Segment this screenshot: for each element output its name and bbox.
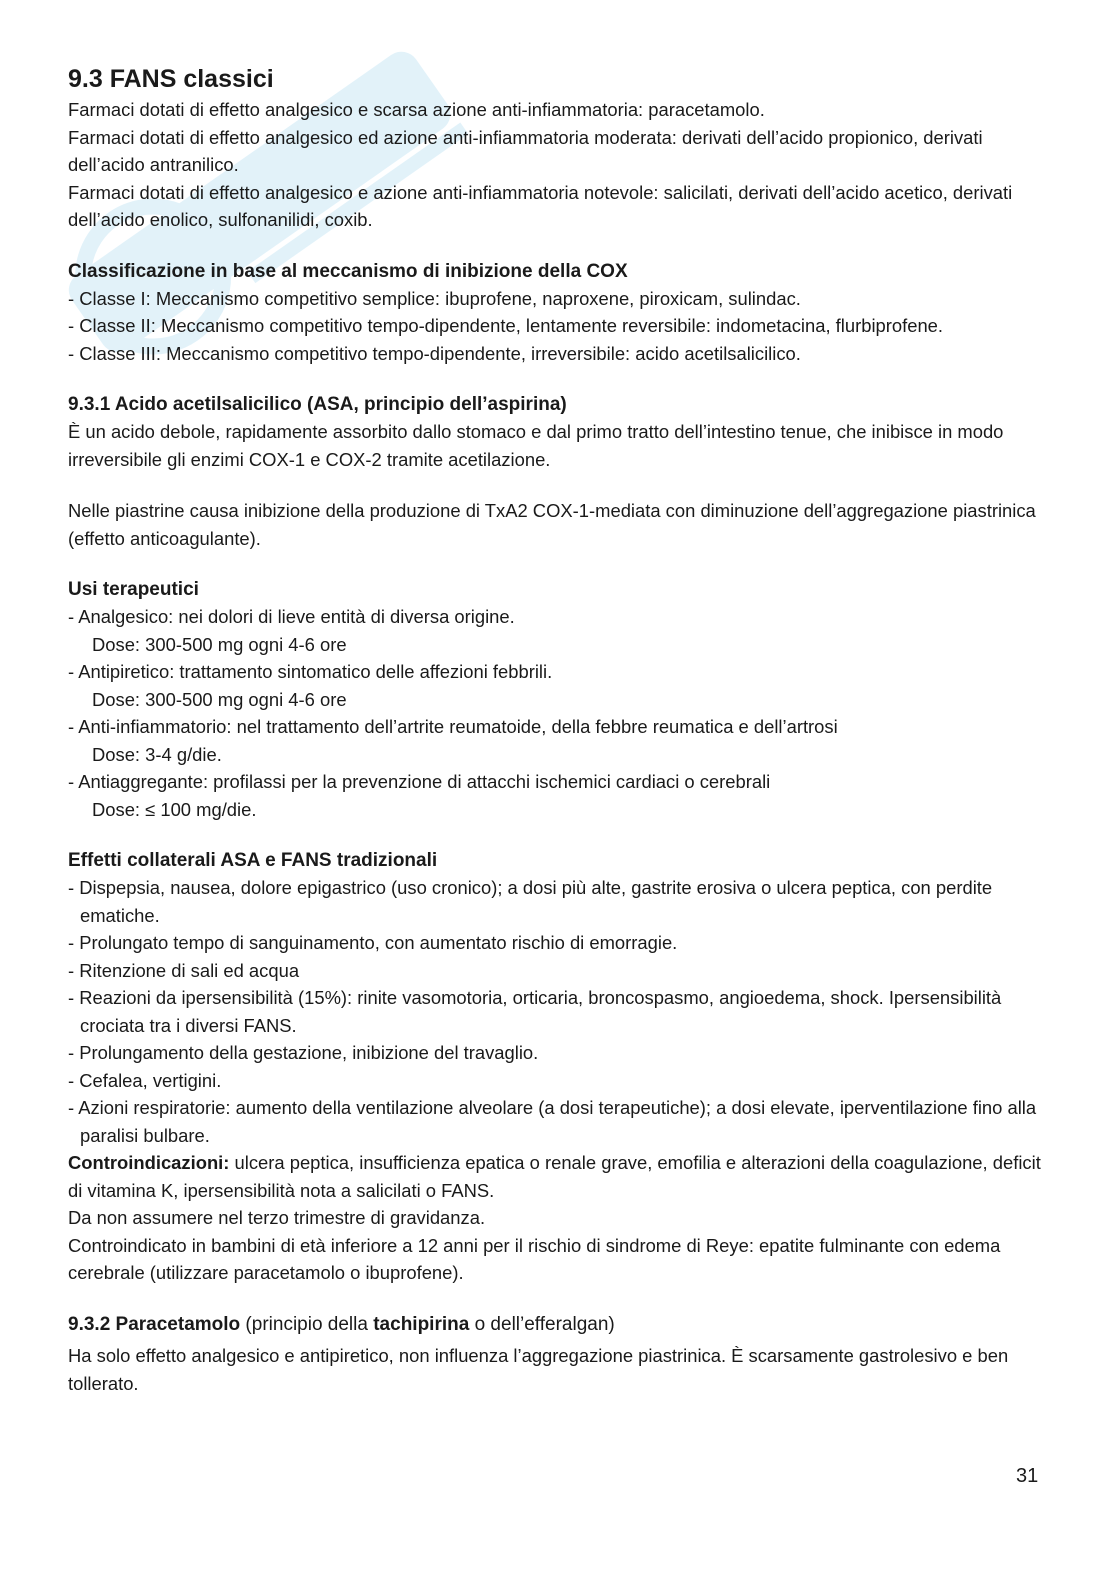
- controindicazioni-label: Controindicazioni:: [68, 1152, 230, 1173]
- paracetamolo-title: 9.3.2 Paracetamolo: [68, 1313, 241, 1335]
- dose-text: Dose: ≤ 100 mg/die.: [92, 798, 257, 820]
- dose-text: Dose: 3-4 g/die.: [92, 743, 222, 765]
- page-number: 31: [1016, 1465, 1039, 1487]
- list-item: - Ritenzione di sali ed acqua: [68, 959, 300, 981]
- list-item: - Reazioni da ipersensibilità (15%): rinite vasomotoria, orticaria, broncospasmo, angioedema, shock. Ipersensibilità crociata tra i diversi FANS.: [68, 987, 1002, 1036]
- intro-paragraph-2: Farmaci dotati di effetto analgesico ed azione anti-infiammatoria moderata: derivati dell’acido propionico, derivati dell’acido antranilico.: [68, 126, 983, 175]
- list-item: - Prolungamento della gestazione, inibizione del travaglio.: [68, 1042, 539, 1063]
- title-rest-1: (principio della: [240, 1313, 374, 1335]
- intro-paragraph-1: Farmaci dotati di effetto analgesico e scarsa azione anti-infiammatoria: paracetamolo.: [68, 99, 765, 120]
- classificazione-heading: Classificazione in base al meccanismo di inibizione della COX: [68, 260, 628, 282]
- classificazione-list: [68, 285, 1048, 368]
- controindicazioni-text: ulcera peptica, insufficienza epatica o renale grave, emofilia e alterazioni della coagulazione, deficit di vitamina K, ipersensibilità nota a salicilati o FANS.: [68, 1152, 1041, 1201]
- asa-paragraph-1: È un acido debole, rapidamente assorbito dallo stomaco e dal primo tratto dell’intestino tenue, che inibisce in modo irreversibile gli enzimi COX-1 e COX-2 tramite acetilazione.: [68, 421, 1004, 470]
- use-text: - Antipiretico: trattamento sintomatico delle affezioni febbrili.: [68, 661, 553, 682]
- list-item: - Classe III: Meccanismo competitivo tempo-dipendente, irreversibile: acido acetilsalicilico.: [68, 342, 801, 364]
- list-item: - Classe I: Meccanismo competitivo semplice: ibuprofene, naproxene, piroxicam, sulindac.: [68, 287, 801, 309]
- list-item: [68, 768, 1048, 823]
- use-text: - Antiaggregante: profilassi per la prevenzione di attacchi ischemici cardiaci o cerebrali: [68, 771, 771, 792]
- asa-paragraph-2: Nelle piastrine causa inibizione della produzione di TxA2 COX-1-mediata con diminuzione dell’aggregazione piastrinica (effetto anticoagulante).: [68, 500, 1036, 549]
- controindicazioni-paragraph: [68, 1149, 1048, 1204]
- list-item: [68, 713, 1048, 768]
- intro-paragraph-3: Farmaci dotati di effetto analgesico e azione anti-infiammatoria notevole: salicilati, derivati dell’acido acetico, derivati dell’acido enolico, sulfonanilidi, coxib.: [68, 181, 1013, 230]
- list-item: - Prolungato tempo di sanguinamento, con aumentato rischio di emorragie.: [68, 932, 678, 953]
- section-title-9-3-1: 9.3.1 Acido acetilsalicilico (ASA, principio dell’aspirina): [68, 394, 567, 415]
- effetti-list: [68, 874, 1048, 1149]
- dose-text: Dose: 300-500 mg ogni 4-6 ore: [92, 688, 347, 710]
- use-text: - Analgesico: nei dolori di lieve entità di diversa origine.: [68, 606, 515, 627]
- page-content: [68, 62, 1048, 1397]
- usi-terapeutici-heading: Usi terapeutici: [68, 579, 199, 600]
- list-item: - Dispepsia, nausea, dolore epigastrico (uso cronico); a dosi più alte, gastrite erosiva o ulcera peptica, con perdite ematiche.: [68, 877, 993, 926]
- section-title-9-3: 9.3 FANS classici: [68, 65, 274, 93]
- paracetamolo-paragraph: Ha solo effetto analgesico e antipiretico, non influenza l’aggregazione piastrinica. È scarsamente gastrolesivo e ben tollerato.: [68, 1345, 1009, 1394]
- list-item: - Cefalea, vertigini.: [68, 1069, 222, 1091]
- gravidanza-paragraph: Da non assumere nel terzo trimestre di gravidanza.: [68, 1207, 486, 1228]
- section-title-9-3-2: [68, 1311, 1048, 1339]
- dose-text: Dose: 300-500 mg ogni 4-6 ore: [92, 633, 347, 655]
- list-item: [68, 603, 1048, 658]
- list-item: [68, 658, 1048, 713]
- use-text: - Anti-infiammatorio: nel trattamento dell’artrite reumatoide, della febbre reumatica e dell’artrosi: [68, 716, 838, 737]
- list-item: - Azioni respiratorie: aumento della ventilazione alveolare (a dosi terapeutiche); a dosi elevate, iperventilazione fino alla paralisi bulbare.: [68, 1097, 1037, 1146]
- title-rest-2: o dell’efferalgan): [469, 1313, 615, 1335]
- bambini-paragraph: Controindicato in bambini di età inferiore a 12 anni per il rischio di sindrome di Reye: epatite fulminante con edema cerebrale (utilizzare paracetamolo o ibuprofene).: [68, 1234, 1001, 1283]
- list-item: - Classe II: Meccanismo competitivo tempo-dipendente, lentamente reversibile: indometacina, flurbiprofene.: [68, 315, 944, 336]
- effetti-collaterali-heading: Effetti collaterali ASA e FANS tradizionali: [68, 850, 438, 871]
- usi-list: [68, 603, 1048, 823]
- tachipirina-label: tachipirina: [373, 1313, 470, 1335]
